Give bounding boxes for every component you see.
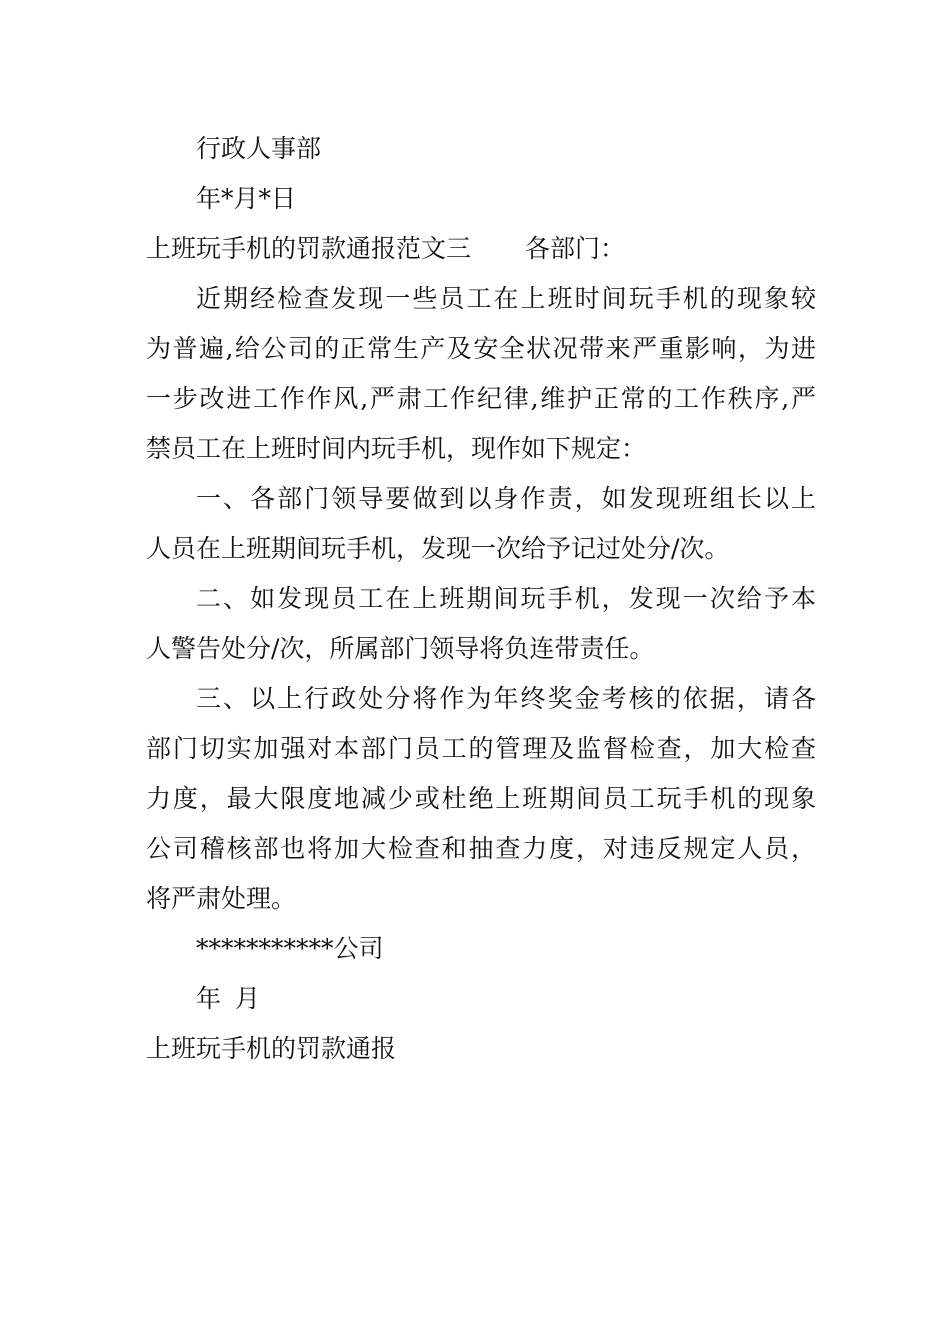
footer-title: 上班玩手机的罚款通报 (146, 1034, 397, 1063)
company-signature: ***********公司 (196, 934, 384, 963)
closing-date-month: 月 (235, 984, 261, 1013)
closing-date-year: 年 (196, 984, 222, 1013)
rule-three-line-2: 部门切实加强对本部门员工的管理及监督检查，加大检查 (146, 734, 816, 763)
rule-two-line-1: 二、如发现员工在上班期间玩手机，发现一次给予本 (196, 584, 816, 613)
rule-three-line-5: 将严肃处理。 (146, 884, 297, 913)
notice-title: 上班玩手机的罚款通报范文三 (146, 234, 472, 263)
rule-three-line-3: 力度，最大限度地减少或杜绝上班期间员工玩手机的现象 (146, 784, 816, 813)
rule-one-line-2: 人员在上班期间玩手机，发现一次给予记过处分/次。 (146, 534, 730, 563)
notice-addressee: 各部门： (525, 234, 626, 263)
intro-line-2: 为普遍,给公司的正常生产及安全状况带来严重影响，为进 (146, 334, 816, 363)
rule-one-line-1: 一、各部门领导要做到以身作责，如发现班组长以上 (196, 484, 816, 513)
rule-two-line-2: 人警告处分/次，所属部门领导将负连带责任。 (146, 634, 655, 663)
rule-three-line-1: 三、以上行政处分将作为年终奖金考核的依据，请各 (196, 684, 816, 713)
intro-line-3: 一步改进工作作风,严肃工作纪律,维护正常的工作秩序,严 (146, 384, 816, 413)
intro-line-1: 近期经检查发现一些员工在上班时间玩手机的现象较 (196, 284, 816, 313)
intro-line-4: 禁员工在上班时间内玩手机，现作如下规定： (146, 434, 647, 463)
closing-date (196, 983, 816, 1015)
department-signature: 行政人事部 (196, 134, 322, 163)
rule-three-line-4: 公司稽核部也将加大检查和抽查力度，对违反规定人员， (146, 834, 816, 863)
date-signature: 年*月*日 (196, 184, 297, 213)
notice-heading (146, 233, 816, 265)
